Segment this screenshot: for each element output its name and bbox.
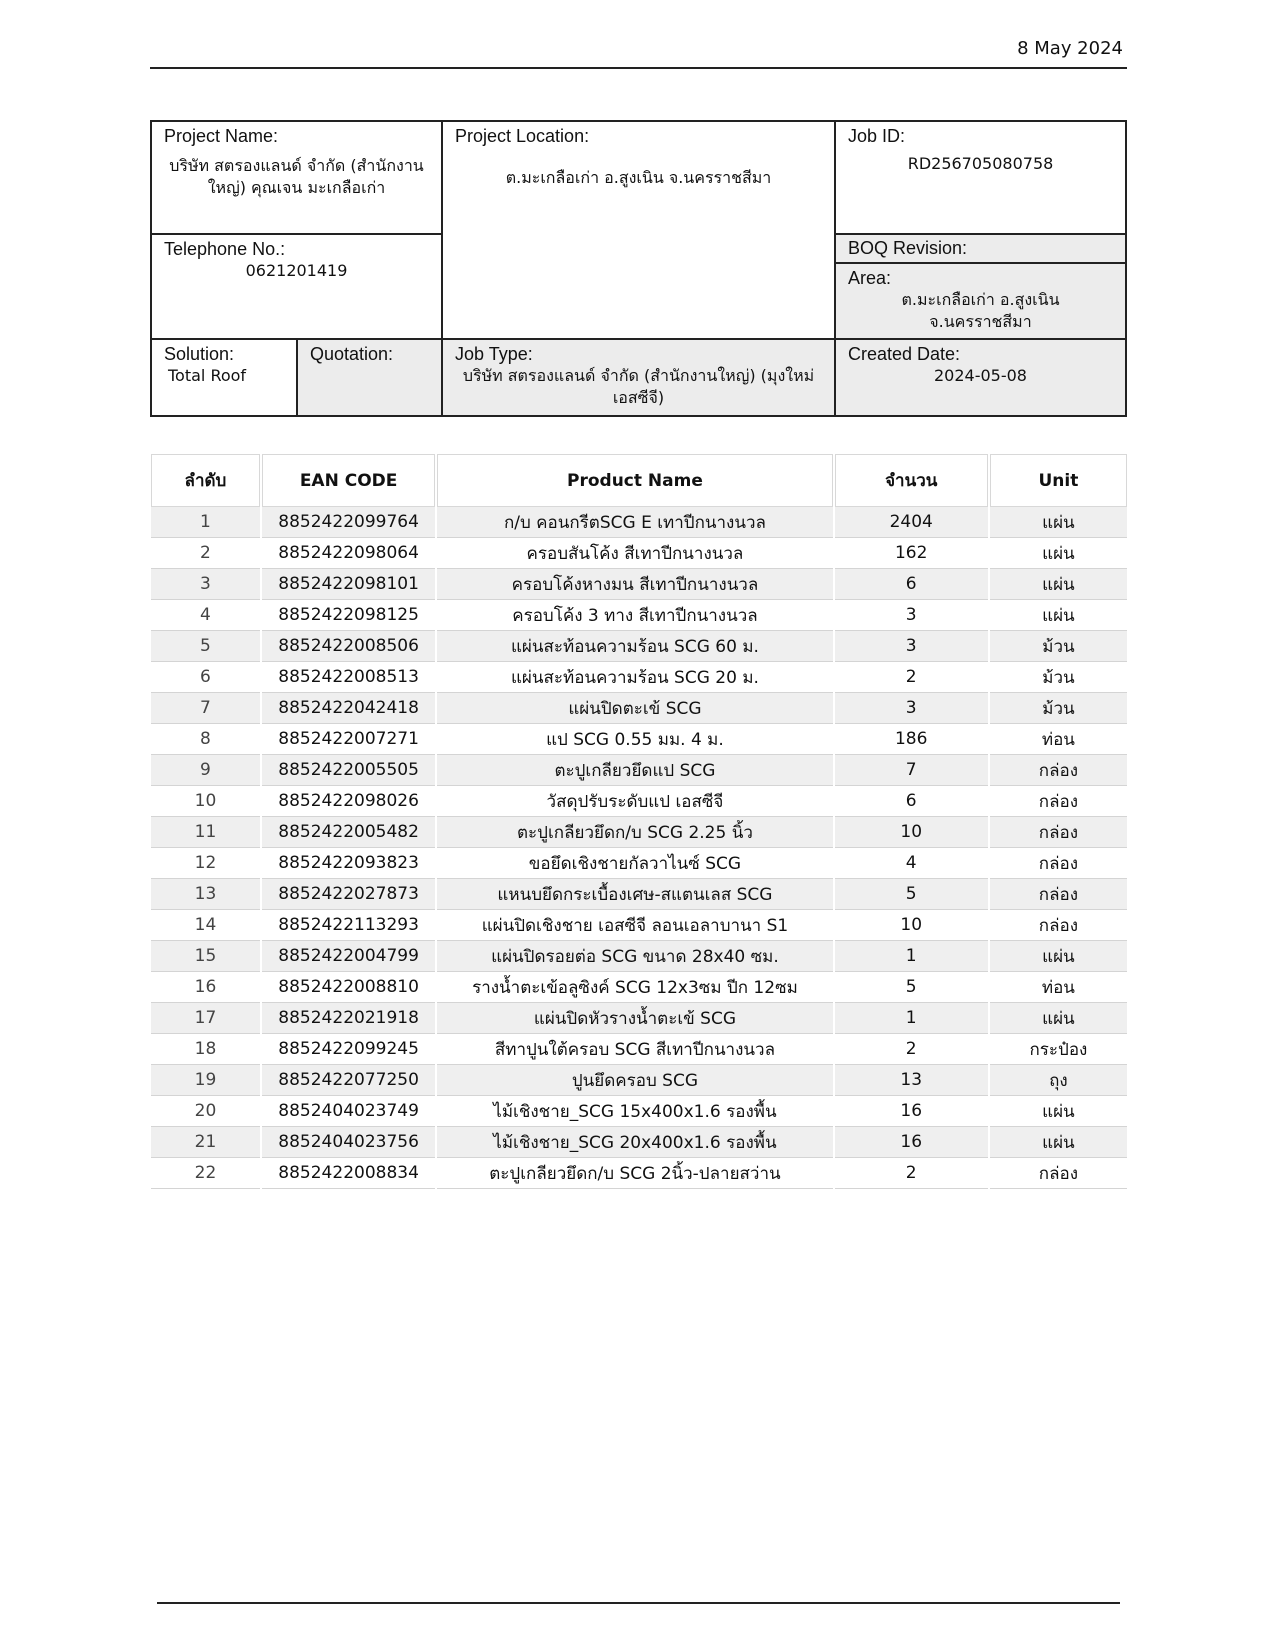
cell-product: ไม้เชิงชาย_SCG 20x400x1.6 รองพื้น (437, 1127, 832, 1158)
cell-product: แผ่นปิดเชิงชาย เอสซีจี ลอนเอลาบานา S1 (437, 910, 832, 941)
cell-ean: 8852422098026 (262, 786, 435, 817)
solution-label: Solution: (164, 344, 235, 364)
quotation-cell (297, 339, 442, 416)
cell-qty: 186 (835, 724, 988, 755)
cell-no: 21 (151, 1127, 260, 1158)
cell-no: 20 (151, 1096, 260, 1127)
cell-unit: แผ่น (990, 600, 1127, 631)
cell-no: 15 (151, 941, 260, 972)
cell-qty: 4 (835, 848, 988, 879)
telephone-value: 0621201419 (245, 261, 348, 280)
table-row (151, 600, 1127, 631)
cell-ean: 8852422008810 (262, 972, 435, 1003)
cell-ean: 8852422098064 (262, 538, 435, 569)
cell-product: ตะปูเกลียวยึดก/บ SCG 2.25 นิ้ว (437, 817, 832, 848)
cell-unit: แผ่น (990, 507, 1127, 538)
cell-ean: 8852422098101 (262, 569, 435, 600)
document-date: 8 May 2024 (1017, 38, 1123, 59)
job-id-cell (835, 121, 1126, 234)
cell-ean: 8852422005505 (262, 755, 435, 786)
cell-no: 1 (151, 507, 260, 538)
column-header-qty: จำนวน (835, 454, 988, 507)
cell-product: ปูนยึดครอบ SCG (437, 1065, 832, 1096)
quotation-label: Quotation: (310, 344, 394, 364)
solution-value: Total Roof (168, 366, 247, 385)
cell-qty: 3 (835, 600, 988, 631)
table-row (151, 631, 1127, 662)
cell-qty: 5 (835, 972, 988, 1003)
cell-no: 3 (151, 569, 260, 600)
cell-unit: กล่อง (990, 910, 1127, 941)
product-table-body (151, 507, 1127, 1189)
header-divider (150, 67, 1127, 69)
footer-divider (157, 1602, 1120, 1604)
cell-ean: 8852422004799 (262, 941, 435, 972)
cell-unit: กล่อง (990, 848, 1127, 879)
table-row (151, 693, 1127, 724)
created-date-cell (835, 339, 1126, 416)
table-row (151, 786, 1127, 817)
table-row (151, 910, 1127, 941)
boq-revision-label: BOQ Revision: (848, 238, 968, 258)
column-header-ean: EAN CODE (262, 454, 435, 507)
cell-qty: 16 (835, 1096, 988, 1127)
product-table (149, 454, 1129, 1189)
cell-ean: 8852404023749 (262, 1096, 435, 1127)
cell-qty: 3 (835, 693, 988, 724)
cell-product: แป SCG 0.55 มม. 4 ม. (437, 724, 832, 755)
cell-qty: 10 (835, 910, 988, 941)
project-name-value: บริษัท สตรองแลนด์ จำกัด (สำนักงานใหญ่) คุณเจน มะเกลือเก่า (169, 156, 424, 197)
created-date-label: Created Date: (848, 344, 961, 364)
column-header-no: ลำดับ (151, 454, 260, 507)
cell-no: 17 (151, 1003, 260, 1034)
telephone-cell (151, 234, 442, 339)
cell-ean: 8852422008506 (262, 631, 435, 662)
cell-qty: 5 (835, 879, 988, 910)
cell-qty: 2 (835, 1034, 988, 1065)
cell-qty: 2 (835, 662, 988, 693)
cell-product: แผ่นสะท้อนความร้อน SCG 20 ม. (437, 662, 832, 693)
cell-unit: แผ่น (990, 1127, 1127, 1158)
cell-unit: แผ่น (990, 941, 1127, 972)
cell-unit: แผ่น (990, 538, 1127, 569)
project-location-label: Project Location: (455, 126, 590, 146)
table-row (151, 817, 1127, 848)
cell-ean: 8852422027873 (262, 879, 435, 910)
cell-product: ครอบสันโค้ง สีเทาปีกนางนวล (437, 538, 832, 569)
solution-cell (151, 339, 297, 416)
column-header-unit: Unit (990, 454, 1127, 507)
cell-ean: 8852404023756 (262, 1127, 435, 1158)
project-location-cell (442, 121, 835, 339)
cell-unit: กล่อง (990, 817, 1127, 848)
cell-no: 2 (151, 538, 260, 569)
cell-qty: 16 (835, 1127, 988, 1158)
table-row (151, 972, 1127, 1003)
cell-no: 14 (151, 910, 260, 941)
cell-unit: แผ่น (990, 569, 1127, 600)
cell-product: รางน้ำตะเข้อลูซิงค์ SCG 12x3ซม ปีก 12ซม (437, 972, 832, 1003)
table-row (151, 848, 1127, 879)
cell-ean: 8852422007271 (262, 724, 435, 755)
cell-unit: ท่อน (990, 724, 1127, 755)
cell-unit: กล่อง (990, 755, 1127, 786)
cell-qty: 6 (835, 786, 988, 817)
cell-qty: 3 (835, 631, 988, 662)
job-type-cell (442, 339, 835, 416)
cell-unit: แผ่น (990, 1003, 1127, 1034)
area-cell (835, 263, 1126, 339)
job-id-label: Job ID: (848, 126, 906, 146)
cell-product: แหนบยึดกระเบื้องเศษ-สแตนเลส SCG (437, 879, 832, 910)
cell-unit: ม้วน (990, 693, 1127, 724)
cell-ean: 8852422099764 (262, 507, 435, 538)
cell-no: 10 (151, 786, 260, 817)
project-name-label: Project Name: (164, 126, 279, 146)
cell-no: 12 (151, 848, 260, 879)
project-name-cell (151, 121, 442, 234)
table-row (151, 755, 1127, 786)
cell-unit: กล่อง (990, 879, 1127, 910)
cell-product: ครอบโค้งหางมน สีเทาปีกนางนวล (437, 569, 832, 600)
cell-ean: 8852422042418 (262, 693, 435, 724)
cell-no: 11 (151, 817, 260, 848)
cell-product: ตะปูเกลียวยึดก/บ SCG 2นิ้ว-ปลายสว่าน (437, 1158, 832, 1189)
cell-no: 4 (151, 600, 260, 631)
table-row (151, 662, 1127, 693)
cell-unit: แผ่น (990, 1096, 1127, 1127)
cell-product: แผ่นปิดหัวรางน้ำตะเข้ SCG (437, 1003, 832, 1034)
cell-ean: 8852422093823 (262, 848, 435, 879)
cell-unit: ม้วน (990, 662, 1127, 693)
telephone-label: Telephone No.: (164, 239, 286, 259)
job-type-value: บริษัท สตรองแลนด์ จำกัด (สำนักงานใหญ่) (มุงใหม่เอสซีจี) (462, 366, 815, 407)
cell-product: แผ่นปิดรอยต่อ SCG ขนาด 28x40 ซม. (437, 941, 832, 972)
cell-ean: 8852422113293 (262, 910, 435, 941)
cell-unit: กล่อง (990, 786, 1127, 817)
table-row (151, 1127, 1127, 1158)
cell-ean: 8852422077250 (262, 1065, 435, 1096)
cell-no: 13 (151, 879, 260, 910)
table-row (151, 538, 1127, 569)
table-row (151, 507, 1127, 538)
area-value: ต.มะเกลือเก่า อ.สูงเนิน จ.นครราชสีมา (901, 290, 1060, 331)
cell-product: แผ่นปิดตะเข้ SCG (437, 693, 832, 724)
cell-qty: 2404 (835, 507, 988, 538)
project-location-value: ต.มะเกลือเก่า อ.สูงเนิน จ.นครราชสีมา (505, 168, 772, 187)
cell-qty: 2 (835, 1158, 988, 1189)
table-row (151, 1065, 1127, 1096)
cell-qty: 6 (835, 569, 988, 600)
table-header-row (151, 454, 1127, 507)
cell-no: 8 (151, 724, 260, 755)
cell-ean: 8852422021918 (262, 1003, 435, 1034)
cell-ean: 8852422008834 (262, 1158, 435, 1189)
cell-unit: ท่อน (990, 972, 1127, 1003)
table-row (151, 1096, 1127, 1127)
cell-unit: ถุง (990, 1065, 1127, 1096)
cell-qty: 162 (835, 538, 988, 569)
cell-product: ก/บ คอนกรีตSCG E เทาปีกนางนวล (437, 507, 832, 538)
cell-product: ครอบโค้ง 3 ทาง สีเทาปีกนางนวล (437, 600, 832, 631)
boq-revision-cell (835, 234, 1126, 263)
cell-product: แผ่นสะท้อนความร้อน SCG 60 ม. (437, 631, 832, 662)
project-info-grid (150, 120, 1127, 417)
table-row (151, 941, 1127, 972)
table-row (151, 569, 1127, 600)
cell-ean: 8852422005482 (262, 817, 435, 848)
cell-qty: 7 (835, 755, 988, 786)
cell-ean: 8852422098125 (262, 600, 435, 631)
cell-no: 22 (151, 1158, 260, 1189)
area-label: Area: (848, 268, 892, 288)
cell-qty: 10 (835, 817, 988, 848)
cell-unit: กล่อง (990, 1158, 1127, 1189)
job-id-value: RD256705080758 (907, 154, 1054, 173)
cell-qty: 1 (835, 941, 988, 972)
column-header-product: Product Name (437, 454, 832, 507)
cell-no: 16 (151, 972, 260, 1003)
cell-product: ตะปูเกลียวยึดแป SCG (437, 755, 832, 786)
table-row (151, 1003, 1127, 1034)
table-row (151, 879, 1127, 910)
cell-product: ไม้เชิงชาย_SCG 15x400x1.6 รองพื้น (437, 1096, 832, 1127)
cell-no: 18 (151, 1034, 260, 1065)
cell-ean: 8852422008513 (262, 662, 435, 693)
cell-no: 7 (151, 693, 260, 724)
table-row (151, 1158, 1127, 1189)
cell-qty: 13 (835, 1065, 988, 1096)
cell-unit: กระป๋อง (990, 1034, 1127, 1065)
cell-no: 9 (151, 755, 260, 786)
cell-unit: ม้วน (990, 631, 1127, 662)
cell-no: 5 (151, 631, 260, 662)
cell-product: สีทาปูนใต้ครอบ SCG สีเทาปีกนางนวล (437, 1034, 832, 1065)
created-date-value: 2024-05-08 (934, 366, 1027, 385)
cell-product: ขอยึดเชิงชายกัลวาไนซ์ SCG (437, 848, 832, 879)
cell-product: วัสดุปรับระดับแป เอสซีจี (437, 786, 832, 817)
cell-no: 6 (151, 662, 260, 693)
job-type-label: Job Type: (455, 344, 533, 364)
table-row (151, 1034, 1127, 1065)
cell-qty: 1 (835, 1003, 988, 1034)
table-row (151, 724, 1127, 755)
cell-no: 19 (151, 1065, 260, 1096)
cell-ean: 8852422099245 (262, 1034, 435, 1065)
